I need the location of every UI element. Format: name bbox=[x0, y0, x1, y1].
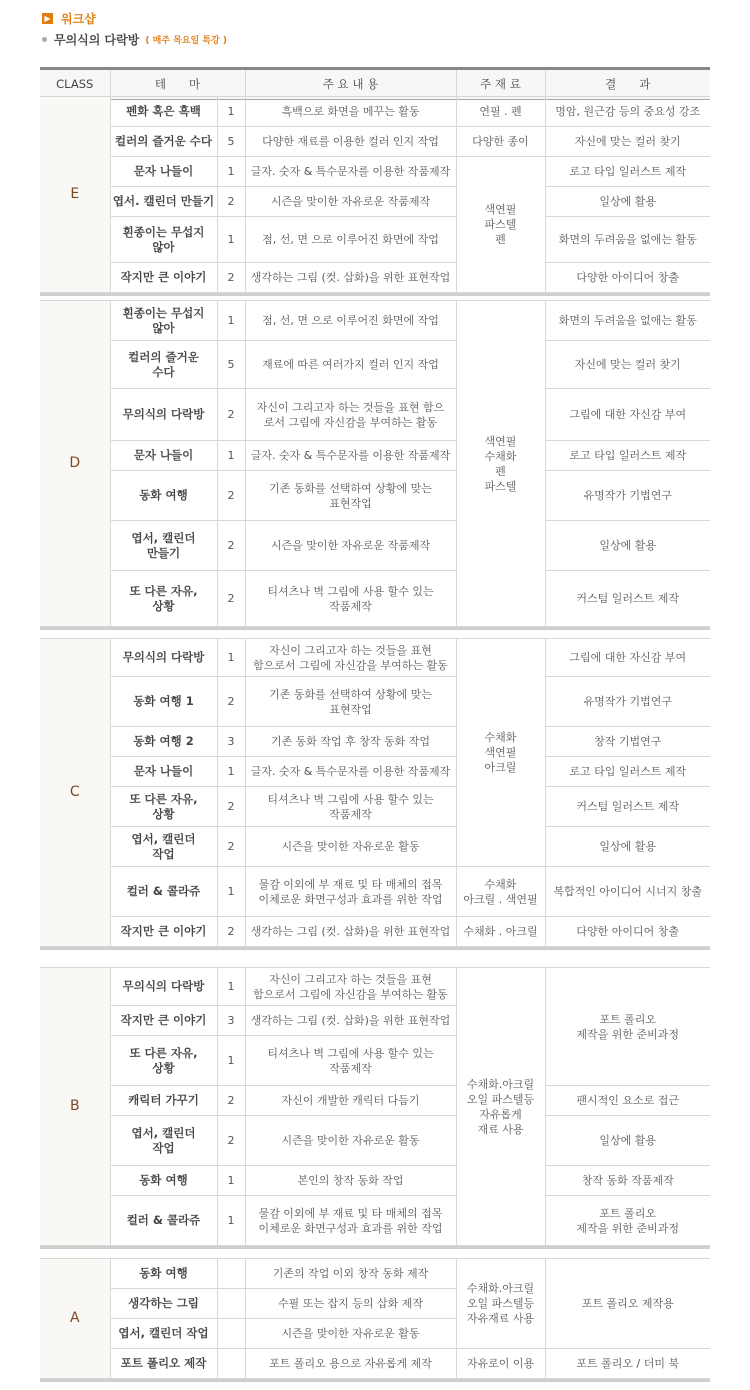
theme-cell: 엽서. 캘린더 만들기 bbox=[110, 187, 217, 217]
result-cell: 일상에 활용 bbox=[545, 1116, 710, 1166]
class-label: E bbox=[40, 97, 110, 293]
table-row bbox=[40, 1259, 710, 1289]
theme-cell: 무의식의 다락방 bbox=[110, 389, 217, 441]
content-cell: 시즌을 맞이한 자유로운 작품제작 bbox=[245, 187, 456, 217]
session-count: 1 bbox=[217, 757, 245, 787]
session-count: 2 bbox=[217, 677, 245, 727]
theme-cell: 엽서, 캘린더 작업 bbox=[110, 1319, 217, 1349]
col-header-content: 주 요 내 용 bbox=[245, 70, 456, 98]
table-row bbox=[40, 217, 710, 263]
result-cell: 자신에 맞는 컬러 찾기 bbox=[545, 127, 710, 157]
table-row bbox=[40, 157, 710, 187]
theme-cell: 컬러의 즐거운 수다 bbox=[110, 341, 217, 389]
theme-cell: 문자 나들이 bbox=[110, 157, 217, 187]
col-header-class: CLASS bbox=[40, 70, 110, 98]
content-cell: 시즌을 맞이한 자유로운 활동 bbox=[245, 827, 456, 867]
table-row bbox=[40, 677, 710, 727]
theme-cell: 작지만 큰 이야기 bbox=[110, 917, 217, 947]
result-cell: 로고 타입 일러스트 제작 bbox=[545, 757, 710, 787]
content-cell: 시즌을 맞이한 자유로운 활동 bbox=[245, 1116, 456, 1166]
class-section-c bbox=[40, 638, 710, 950]
table-row bbox=[40, 867, 710, 917]
table-row bbox=[40, 521, 710, 571]
session-count: 3 bbox=[217, 727, 245, 757]
content-cell: 자신이 그리고자 하는 것들을 표현 함으로서 그림에 자신감을 부여하는 활동 bbox=[245, 639, 456, 677]
material-cell: 수채화 아크릴 . 색연필 bbox=[456, 867, 545, 917]
play-arrow-icon: ▶ bbox=[42, 13, 53, 24]
result-cell: 포트 폴리오 제작을 위한 준비과정 bbox=[545, 1196, 710, 1246]
session-count: 1 bbox=[217, 1036, 245, 1086]
table-row bbox=[40, 727, 710, 757]
content-cell: 글자. 숫자 & 특수문자를 이용한 작품제작 bbox=[245, 441, 456, 471]
content-cell: 생각하는 그림 (컷. 삽화)을 위한 표현작업 bbox=[245, 1006, 456, 1036]
theme-cell: 문자 나들이 bbox=[110, 441, 217, 471]
theme-cell: 또 다른 자유, 상황 bbox=[110, 1036, 217, 1086]
content-cell: 수필 또는 잡지 등의 삽화 제작 bbox=[245, 1289, 456, 1319]
material-cell: 수채화 색연필 아크릴 bbox=[456, 639, 545, 867]
table-row bbox=[40, 1196, 710, 1246]
session-count: 5 bbox=[217, 341, 245, 389]
theme-cell: 또 다른 자유, 상황 bbox=[110, 571, 217, 627]
class-label: C bbox=[40, 639, 110, 947]
result-cell: 포트 폴리오 / 더미 북 bbox=[545, 1349, 710, 1379]
session-count: 3 bbox=[217, 1006, 245, 1036]
theme-cell: 펜화 혹은 흑백 bbox=[110, 97, 217, 127]
theme-cell: 작지만 큰 이야기 bbox=[110, 263, 217, 293]
session-count: 1 bbox=[217, 441, 245, 471]
table-row bbox=[40, 341, 710, 389]
session-count: 2 bbox=[217, 389, 245, 441]
table-row bbox=[40, 571, 710, 627]
content-cell: 점, 선, 면 으로 이루어진 화면에 작업 bbox=[245, 301, 456, 341]
result-cell: 유명작가 기법연구 bbox=[545, 677, 710, 727]
class-section-b bbox=[40, 967, 710, 1249]
material-cell: 자유로이 이용 bbox=[456, 1349, 545, 1379]
content-cell: 흑백으로 화면을 메꾸는 활동 bbox=[245, 97, 456, 127]
content-cell: 티셔츠나 벽 그림에 사용 할수 있는 작품제작 bbox=[245, 787, 456, 827]
col-header-result: 결 과 bbox=[545, 70, 710, 98]
table-row bbox=[40, 787, 710, 827]
content-cell: 티셔츠나 벽 그림에 사용 할수 있는 작품제작 bbox=[245, 1036, 456, 1086]
theme-cell: 컬러의 즐거운 수다 bbox=[110, 127, 217, 157]
subtitle: 무의식의 다락방 bbox=[54, 33, 140, 47]
theme-cell: 엽서, 캘린더 만들기 bbox=[110, 521, 217, 571]
theme-cell: 흰종이는 무섭지 않아 bbox=[110, 301, 217, 341]
table-row bbox=[40, 301, 710, 341]
session-count: 2 bbox=[217, 471, 245, 521]
table-row bbox=[40, 639, 710, 677]
theme-cell: 엽서, 캘린더 작업 bbox=[110, 827, 217, 867]
content-cell: 물감 이외에 부 재료 및 타 매체의 접목 이체로운 화면구성과 효과를 위한 작업 bbox=[245, 867, 456, 917]
content-cell: 시즌을 맞이한 자유로운 작품제작 bbox=[245, 521, 456, 571]
table-row bbox=[40, 1349, 710, 1379]
table-row bbox=[40, 471, 710, 521]
theme-cell: 문자 나들이 bbox=[110, 757, 217, 787]
theme-cell: 또 다른 자유, 상황 bbox=[110, 787, 217, 827]
theme-cell: 흰종이는 무섭지 않아 bbox=[110, 217, 217, 263]
result-cell: 그림에 대한 자신감 부여 bbox=[545, 389, 710, 441]
content-cell: 기존의 작업 이외 창작 동화 제작 bbox=[245, 1259, 456, 1289]
material-cell: 색연필 수채화 펜 파스텔 bbox=[456, 301, 545, 627]
result-cell: 일상에 활용 bbox=[545, 827, 710, 867]
table-row bbox=[40, 1166, 710, 1196]
result-cell: 팬시적인 요소로 접근 bbox=[545, 1086, 710, 1116]
col-header-material: 주 재 료 bbox=[456, 70, 545, 98]
result-cell: 복합적인 아이디어 시너지 창출 bbox=[545, 867, 710, 917]
theme-cell: 동화 여행 bbox=[110, 471, 217, 521]
result-cell: 커스텀 일러스트 제작 bbox=[545, 787, 710, 827]
session-count: 1 bbox=[217, 1196, 245, 1246]
subtitle-row bbox=[42, 31, 227, 48]
table-row bbox=[40, 1086, 710, 1116]
result-cell: 다양한 아이디어 창출 bbox=[545, 917, 710, 947]
table-row bbox=[40, 441, 710, 471]
session-count: 1 bbox=[217, 97, 245, 127]
session-count: 1 bbox=[217, 867, 245, 917]
theme-cell: 작지만 큰 이야기 bbox=[110, 1006, 217, 1036]
session-count: 1 bbox=[217, 639, 245, 677]
content-cell: 자신이 그리고자 하는 것들을 표현 함으로서 그림에 자신감을 부여하는 활동 bbox=[245, 968, 456, 1006]
theme-cell: 무의식의 다락방 bbox=[110, 968, 217, 1006]
content-cell: 기존 동화 작업 후 창작 동화 작업 bbox=[245, 727, 456, 757]
class-section-d bbox=[40, 300, 710, 630]
theme-cell: 엽서, 캘린더 작업 bbox=[110, 1116, 217, 1166]
result-cell: 화면의 두려움을 없애는 활동 bbox=[545, 301, 710, 341]
table-row bbox=[40, 917, 710, 947]
session-count bbox=[217, 1319, 245, 1349]
theme-cell: 캐릭터 가꾸기 bbox=[110, 1086, 217, 1116]
table-row bbox=[40, 968, 710, 1006]
session-count bbox=[217, 1259, 245, 1289]
section-label: 워크샵 bbox=[61, 12, 96, 26]
session-count: 1 bbox=[217, 968, 245, 1006]
theme-cell: 동화 여행 2 bbox=[110, 727, 217, 757]
result-cell: 포트 폴리오 제작용 bbox=[545, 1259, 710, 1349]
result-cell: 그림에 대한 자신감 부여 bbox=[545, 639, 710, 677]
bullet-icon bbox=[42, 37, 47, 42]
session-count: 2 bbox=[217, 1116, 245, 1166]
content-cell: 자신이 개발한 캐릭터 다듬기 bbox=[245, 1086, 456, 1116]
theme-cell: 생각하는 그림 bbox=[110, 1289, 217, 1319]
content-cell: 글자. 숫자 & 특수문자를 이용한 작품제작 bbox=[245, 157, 456, 187]
theme-cell: 컬러 & 콜라쥬 bbox=[110, 1196, 217, 1246]
session-count: 2 bbox=[217, 827, 245, 867]
class-section-a bbox=[40, 1258, 710, 1382]
table-row bbox=[40, 263, 710, 293]
content-cell: 물감 이외에 부 재료 및 타 매체의 접목 이체로운 화면구성과 효과를 위한 작업 bbox=[245, 1196, 456, 1246]
theme-cell: 포트 폴리오 제작 bbox=[110, 1349, 217, 1379]
theme-cell: 동화 여행 1 bbox=[110, 677, 217, 727]
material-cell: 수채화.아크릴 오일 파스텔등 자유롭게 재료 사용 bbox=[456, 968, 545, 1246]
session-count: 2 bbox=[217, 917, 245, 947]
session-count: 2 bbox=[217, 187, 245, 217]
section-header bbox=[42, 10, 96, 27]
class-label: B bbox=[40, 968, 110, 1246]
session-count: 2 bbox=[217, 571, 245, 627]
material-cell: 연필 . 펜 bbox=[456, 97, 545, 127]
session-count: 5 bbox=[217, 127, 245, 157]
content-cell: 티셔츠나 벽 그림에 사용 할수 있는 작품제작 bbox=[245, 571, 456, 627]
result-cell: 다양한 아이디어 창출 bbox=[545, 263, 710, 293]
result-cell: 창작 동화 작품제작 bbox=[545, 1166, 710, 1196]
theme-cell: 무의식의 다락방 bbox=[110, 639, 217, 677]
session-count: 1 bbox=[217, 301, 245, 341]
table-row bbox=[40, 827, 710, 867]
material-cell: 수채화 . 아크릴 bbox=[456, 917, 545, 947]
material-cell: 색연필 파스텔 펜 bbox=[456, 157, 545, 293]
table-row bbox=[40, 389, 710, 441]
session-count: 1 bbox=[217, 217, 245, 263]
content-cell: 기존 동화를 선택하여 상황에 맞는 표현작업 bbox=[245, 677, 456, 727]
content-cell: 기존 동화를 선택하여 상황에 맞는 표현작업 bbox=[245, 471, 456, 521]
subtitle-note: ( 매주 목요일 특강 ) bbox=[145, 36, 227, 46]
session-count: 1 bbox=[217, 157, 245, 187]
content-cell: 시즌을 맞이한 자유로운 활동 bbox=[245, 1319, 456, 1349]
session-count bbox=[217, 1289, 245, 1319]
content-cell: 재료에 따른 여러가지 컬러 인지 작업 bbox=[245, 341, 456, 389]
result-cell: 로고 타입 일러스트 제작 bbox=[545, 157, 710, 187]
result-cell: 로고 타입 일러스트 제작 bbox=[545, 441, 710, 471]
class-label: D bbox=[40, 301, 110, 627]
table-row bbox=[40, 127, 710, 157]
result-cell: 화면의 두려움을 없애는 활동 bbox=[545, 217, 710, 263]
content-cell: 글자. 숫자 & 특수문자를 이용한 작품제작 bbox=[245, 757, 456, 787]
content-cell: 생각하는 그림 (컷. 삽화)을 위한 표현작업 bbox=[245, 263, 456, 293]
session-count: 1 bbox=[217, 1166, 245, 1196]
result-cell: 일상에 활용 bbox=[545, 521, 710, 571]
class-label: A bbox=[40, 1259, 110, 1379]
content-cell: 본인의 창작 동화 작업 bbox=[245, 1166, 456, 1196]
content-cell: 다양한 재료를 이용한 컬러 인지 작업 bbox=[245, 127, 456, 157]
content-cell: 자신이 그리고자 하는 것들을 표현 함으 로서 그림에 자신감을 부여하는 활동 bbox=[245, 389, 456, 441]
content-cell: 포트 폴리오 용으로 자유롭게 제작 bbox=[245, 1349, 456, 1379]
result-cell: 자신에 맞는 컬러 찾기 bbox=[545, 341, 710, 389]
result-cell: 일상에 활용 bbox=[545, 187, 710, 217]
material-cell: 수채화.아크릴 오일 파스텔등 자유재료 사용 bbox=[456, 1259, 545, 1349]
content-cell: 생각하는 그림 (컷. 삽화)을 위한 표현작업 bbox=[245, 917, 456, 947]
result-cell: 명암, 원근감 등의 중요성 강조 bbox=[545, 97, 710, 127]
session-count: 2 bbox=[217, 1086, 245, 1116]
session-count: 2 bbox=[217, 521, 245, 571]
table-row bbox=[40, 187, 710, 217]
session-count: 2 bbox=[217, 263, 245, 293]
content-cell: 점, 선, 면 으로 이루어진 화면에 작업 bbox=[245, 217, 456, 263]
result-cell: 유명작가 기법연구 bbox=[545, 471, 710, 521]
theme-cell: 동화 여행 bbox=[110, 1259, 217, 1289]
result-cell: 커스텀 일러스트 제작 bbox=[545, 571, 710, 627]
table-row bbox=[40, 757, 710, 787]
table-row bbox=[40, 1116, 710, 1166]
col-header-theme: 테 마 bbox=[110, 70, 245, 98]
session-count bbox=[217, 1349, 245, 1379]
session-count: 2 bbox=[217, 787, 245, 827]
theme-cell: 컬러 & 콜라쥬 bbox=[110, 867, 217, 917]
class-section-e bbox=[40, 96, 710, 296]
result-cell: 포트 폴리오 제작을 위한 준비과정 bbox=[545, 968, 710, 1086]
result-cell: 창작 기법연구 bbox=[545, 727, 710, 757]
material-cell: 다양한 종이 bbox=[456, 127, 545, 157]
table-row bbox=[40, 97, 710, 127]
theme-cell: 동화 여행 bbox=[110, 1166, 217, 1196]
